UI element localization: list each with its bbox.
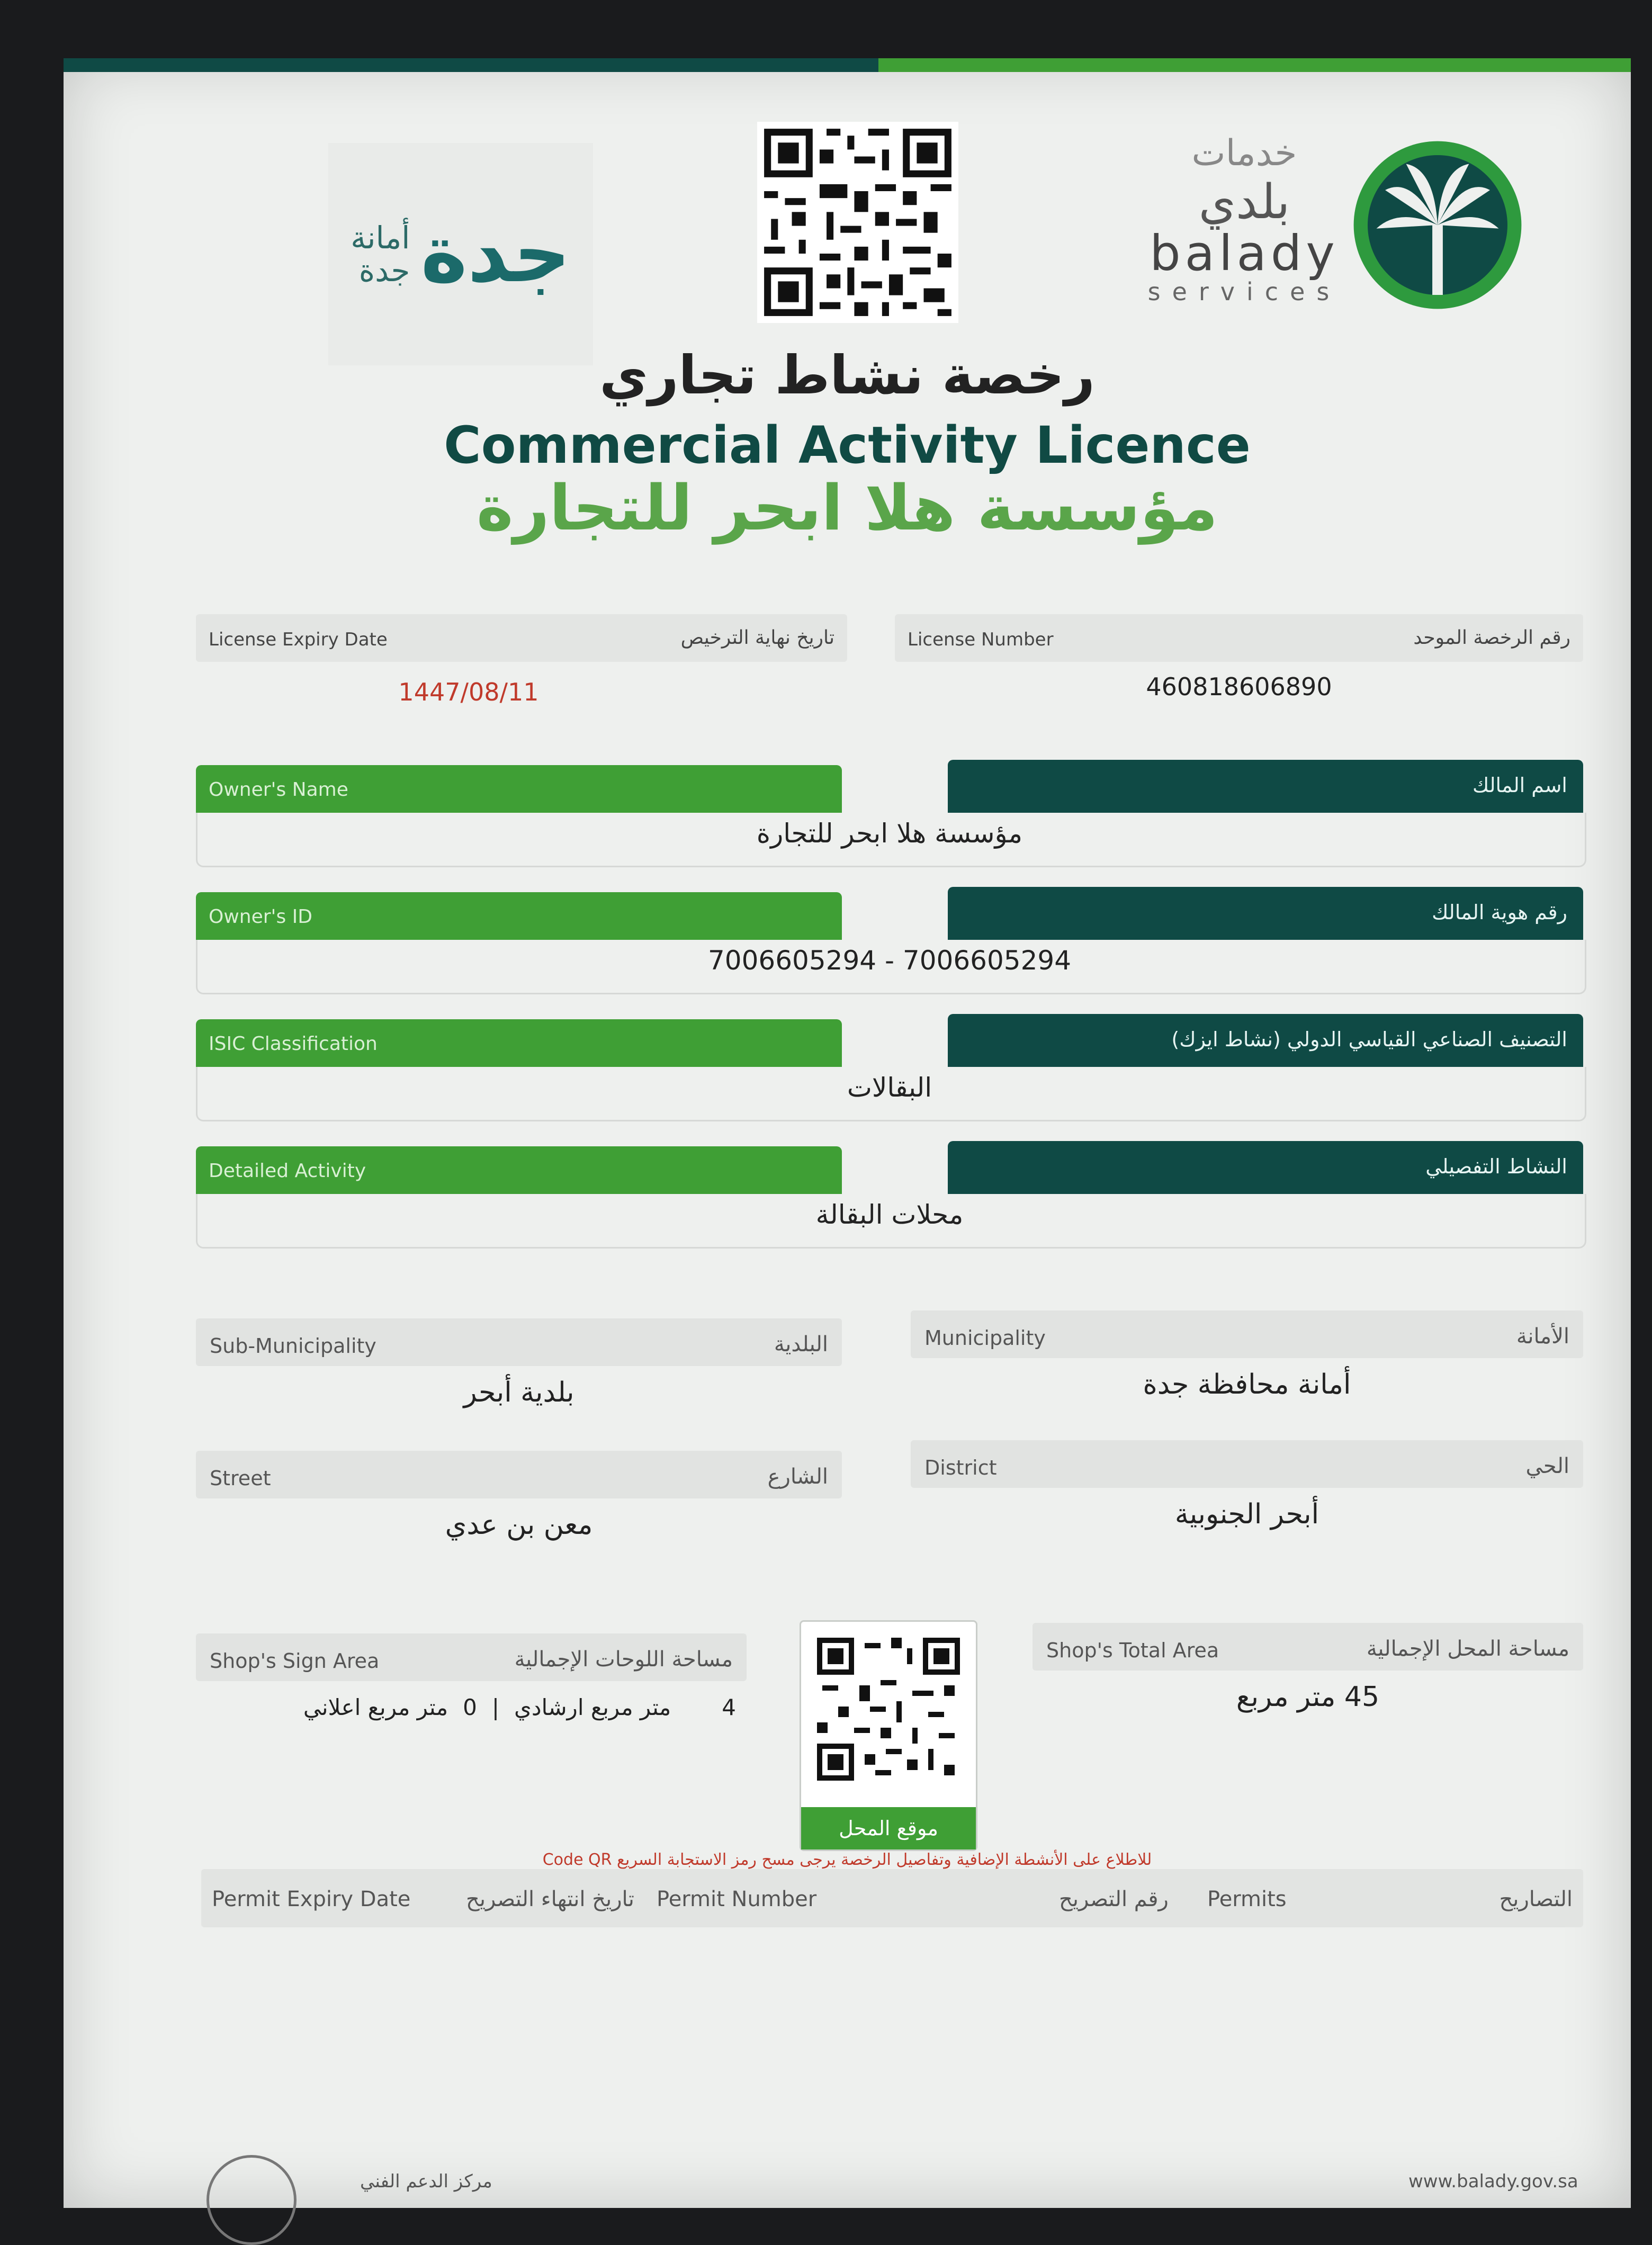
palm-emblem-icon: [1350, 138, 1525, 312]
street-label-ar: الشارع: [767, 1465, 828, 1489]
license-expiry-value: 1447/08/11: [398, 678, 539, 706]
cell-header: [196, 1633, 747, 1681]
license-expiry-label-ar: تاريخ نهاية الترخيص: [680, 627, 834, 649]
municipality-value: أمانة محافظة جدة: [1143, 1369, 1351, 1400]
isic-section: [196, 1014, 1583, 1125]
balady-wordmark: [1123, 132, 1366, 360]
total-area-label-en: Shop's Total Area: [1046, 1639, 1219, 1662]
sub-municipality-label-en: Sub-Municipality: [210, 1334, 376, 1358]
qr-code-main: [757, 122, 958, 323]
license-number-value: 460818606890: [1146, 672, 1332, 701]
permit-number-label-en: Permit Number: [657, 1887, 817, 1911]
title-english: Commercial Activity Licence: [444, 416, 1251, 475]
owner-id-label-ar: رقم هوية المالك: [1432, 901, 1567, 924]
balady-ar-top: خدمات: [1191, 132, 1297, 174]
top-stripe: [64, 58, 1631, 72]
district-label-en: District: [924, 1456, 997, 1479]
sign-ad-unit: متر مربع اعلاني: [303, 1694, 448, 1720]
owner-name-label-en: Owner's Name: [209, 779, 348, 801]
amana-jeddah-logo: [328, 143, 593, 365]
section-bar-ar: [948, 1141, 1583, 1194]
top-stripe-green: [878, 58, 1631, 72]
sign-area-cell: [196, 1633, 747, 1771]
support-center-text: مركز الدعم الفني: [360, 2171, 492, 2192]
total-area-cell: [1032, 1623, 1583, 1761]
shop-location-label: موقع المحل: [801, 1807, 976, 1849]
sign-guidance-value: 4: [722, 1694, 736, 1720]
balady-website-link[interactable]: www.balady.gov.sa: [1408, 2171, 1578, 2192]
sub-municipality-value: بلدية أبحر: [463, 1377, 574, 1408]
sub-municipality-cell: [196, 1318, 842, 1456]
sign-area-label-en: Shop's Sign Area: [210, 1649, 380, 1673]
isic-label-en: ISIC Classification: [209, 1033, 378, 1055]
license-number-header: [895, 614, 1583, 662]
licence-document: [64, 58, 1631, 2208]
qr-code-location: [812, 1632, 965, 1786]
permits-header: [201, 1869, 1583, 1927]
permit-expiry-label-en: Permit Expiry Date: [212, 1887, 411, 1911]
section-bar-en: [196, 765, 842, 813]
organization-name: مؤسسة هلا ابحر للتجارة: [476, 471, 1218, 544]
owner-id-label-en: Owner's ID: [209, 906, 312, 928]
cell-header: [196, 1318, 842, 1366]
isic-value: البقالات: [847, 1072, 932, 1103]
municipality-cell: [911, 1310, 1583, 1448]
section-bar-ar: [948, 887, 1583, 940]
license-expiry-header: [196, 614, 847, 662]
license-number-label-ar: رقم الرخصة الموحد: [1413, 627, 1570, 649]
street-value: معن بن عدي: [445, 1509, 593, 1541]
section-bar-ar: [948, 1014, 1583, 1067]
total-area-value: 45 متر مربع: [1236, 1681, 1380, 1713]
district-label-ar: الحي: [1525, 1454, 1569, 1478]
license-number-label-en: License Number: [908, 629, 1054, 650]
license-expiry-label-en: License Expiry Date: [209, 629, 388, 650]
municipality-label-en: Municipality: [924, 1326, 1046, 1350]
shop-location-qr: [800, 1620, 977, 1851]
qr-note: للاطلاع على الأنشطة الإضافية وتفاصيل الرخصة يرجى مسح رمز الاستجابة السريع Code QR: [542, 1851, 1152, 1869]
total-area-label-ar: مساحة المحل الإجمالية: [1366, 1637, 1569, 1661]
cell-header: [911, 1310, 1583, 1358]
isic-label-ar: التصنيف الصناعي القياسي الدولي (نشاط ايزك): [1171, 1028, 1567, 1051]
sign-ad-value: 0: [463, 1694, 477, 1720]
detailed-activity-value: محلات البقالة: [815, 1199, 964, 1230]
cell-header: [911, 1440, 1583, 1488]
detailed-activity-label-ar: النشاط التفصيلي: [1425, 1155, 1567, 1178]
owner-id-value: 7006605294 - 7006605294: [707, 945, 1072, 976]
balady-en: balady: [1150, 225, 1339, 282]
district-cell: [911, 1440, 1583, 1578]
sign-area-label-ar: مساحة اللوحات الإجمالية: [514, 1647, 733, 1672]
detailed-activity-label-en: Detailed Activity: [209, 1160, 366, 1182]
permits-label-en: Permits: [1207, 1887, 1287, 1911]
title-arabic: رخصة نشاط تجاري: [599, 344, 1095, 406]
street-cell: [196, 1451, 842, 1588]
sign-area-values: 4 متر مربع ارشادي | 0 متر مربع اعلاني: [303, 1694, 736, 1720]
permit-expiry-label-ar: تاريخ انتهاء التصريح: [466, 1887, 634, 1911]
balady-services: services: [1147, 277, 1341, 306]
section-bar-ar: [948, 760, 1583, 813]
detailed-activity-section: [196, 1141, 1583, 1252]
balady-ar: بلدي: [1198, 174, 1290, 230]
district-value: أبحر الجنوبية: [1174, 1498, 1319, 1530]
owner-name-value: مؤسسة هلا ابحر للتجارة: [756, 818, 1023, 849]
top-stripe-dark: [64, 58, 878, 72]
permits-label-ar: التصاريح: [1499, 1887, 1573, 1911]
cell-header: [1032, 1623, 1583, 1671]
owner-name-label-ar: اسم المالك: [1472, 774, 1567, 797]
sign-guidance-unit: متر مربع ارشادي: [514, 1694, 671, 1720]
section-bar-en: [196, 1146, 842, 1194]
sub-municipality-label-ar: البلدية: [774, 1332, 828, 1357]
owner-name-section: [196, 760, 1583, 871]
support-phone-icon: [206, 2155, 297, 2245]
street-label-en: Street: [210, 1467, 271, 1490]
section-bar-en: [196, 892, 842, 940]
section-bar-en: [196, 1019, 842, 1067]
permit-number-label-ar: رقم التصريح: [1059, 1887, 1169, 1911]
amana-logo-text: أمانة جدة: [351, 220, 410, 289]
municipality-label-ar: الأمانة: [1516, 1324, 1569, 1349]
amana-logo-mark: جدة: [420, 208, 571, 300]
owner-id-section: [196, 887, 1583, 998]
cell-header: [196, 1451, 842, 1498]
